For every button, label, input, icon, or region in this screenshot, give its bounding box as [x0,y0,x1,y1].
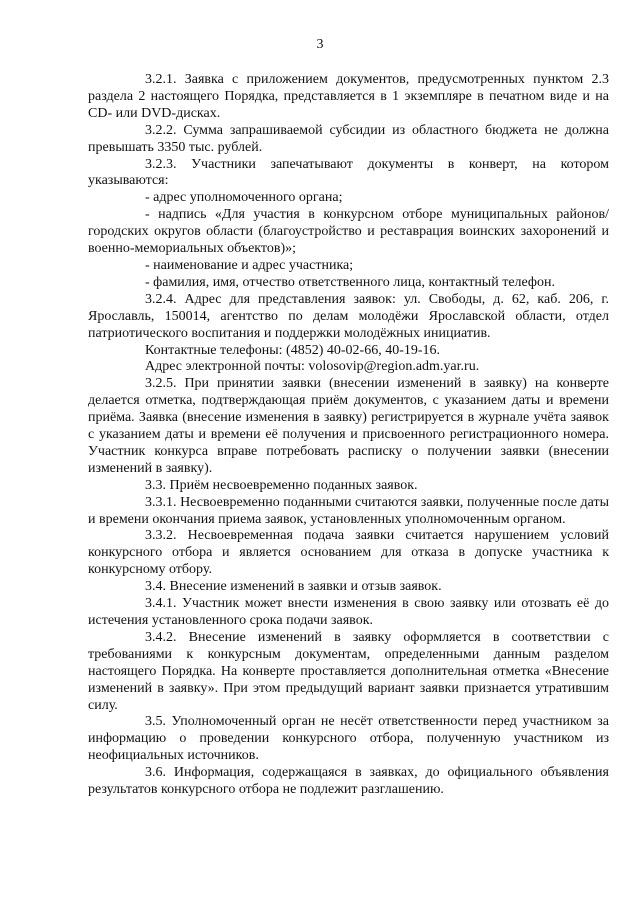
paragraph-3-5: 3.5. Уполномоченный орган не несёт ответственности перед участником за информацию о проведении конкурсного отбора, полученную участником из неофициальных источников. [88,714,609,764]
contact-email: Адрес электронной почты: volosovip@region.adm.yar.ru. [145,359,480,375]
paragraph-3-2-5: 3.2.5. При принятии заявки (внесении изменений в заявку) на конверте делается отметка, подтверждающая приём документов, с указанием даты и времени приёма. Заявка (внесение изменения в заявку) регистрируется в журнале учёта заявок с указанием даты и времени её получения и присвоенного регистрационного номера. Участник конкурса вправе потребовать расписку о получении заявки (внесении изменений в заявку). [88,376,609,476]
contact-phones: Контактные телефоны: (4852) 40-02-66, 40-19-16. [145,342,441,358]
list-item-participant: - наименование и адрес участника; [145,257,354,273]
list-item-inscription: - надпись «Для участия в конкурсном отборе муниципальных районов/городских округов области (благоустройство и реставрация воинских захоронений и военно-мемориальных объектов)»; [88,207,609,257]
paragraph-3-3-1: 3.3.1. Несвоевременно поданными считаются заявки, полученные после даты и времени окончания приема заявок, установленных уполномоченным органом. [88,494,609,527]
list-item-address: - адрес уполномоченного органа; [145,190,343,206]
paragraph-3-4-2: 3.4.2. Внесение изменений в заявку оформляется в соответствии с требованиями к конкурсным документам, определенными данным разделом настоящего Порядка. На конверте проставляется дополнительная отметка «Внесение изменений в заявку». При этом предыдущий вариант заявки признается утратившим силу. [88,629,609,713]
list-item-contact-person: - фамилия, имя, отчество ответственного лица, контактный телефон. [145,274,555,290]
paragraph-3-2-2: 3.2.2. Сумма запрашиваемой субсидии из областного бюджета не должна превышать 3350 тыс. рублей. [88,122,609,155]
paragraph-3-2-4: 3.2.4. Адрес для представления заявок: ул. Свободы, д. 62, каб. 206, г. Ярославль, 150014, агентство по делам молодёжи Ярославской области, отдел патриотического воспитания и поддержки молодёжных инициатив. [88,291,609,341]
paragraph-3-2-1: 3.2.1. Заявка с приложением документов, предусмотренных пунктом 2.3 раздела 2 настоящего Порядка, представляется в 1 экземпляре в печатном виде и на CD- или DVD-дисках. [88,72,609,121]
page-number: 3 [316,37,324,52]
paragraph-3-2-3: 3.2.3. Участники запечатывают документы в конверт, на котором указываются: [88,156,609,189]
paragraph-3-6: 3.6. Информация, содержащаяся в заявках, до официального объявления результатов конкурсного отбора не подлежит разглашению. [88,765,609,798]
document-body [88,72,609,799]
section-3-4-heading: 3.4. Внесение изменений в заявки и отзыв заявок. [145,579,442,595]
section-3-3-heading: 3.3. Приём несвоевременно поданных заявок. [145,477,418,493]
paragraph-3-3-2: 3.3.2. Несвоевременная подача заявки считается нарушением условий конкурсного отбора и является основанием для отказа в допуске участника к конкурсному отбору. [88,528,609,578]
paragraph-3-4-1: 3.4.1. Участник может внести изменения в свою заявку или отозвать её до истечения установленного срока подачи заявок. [88,596,609,628]
